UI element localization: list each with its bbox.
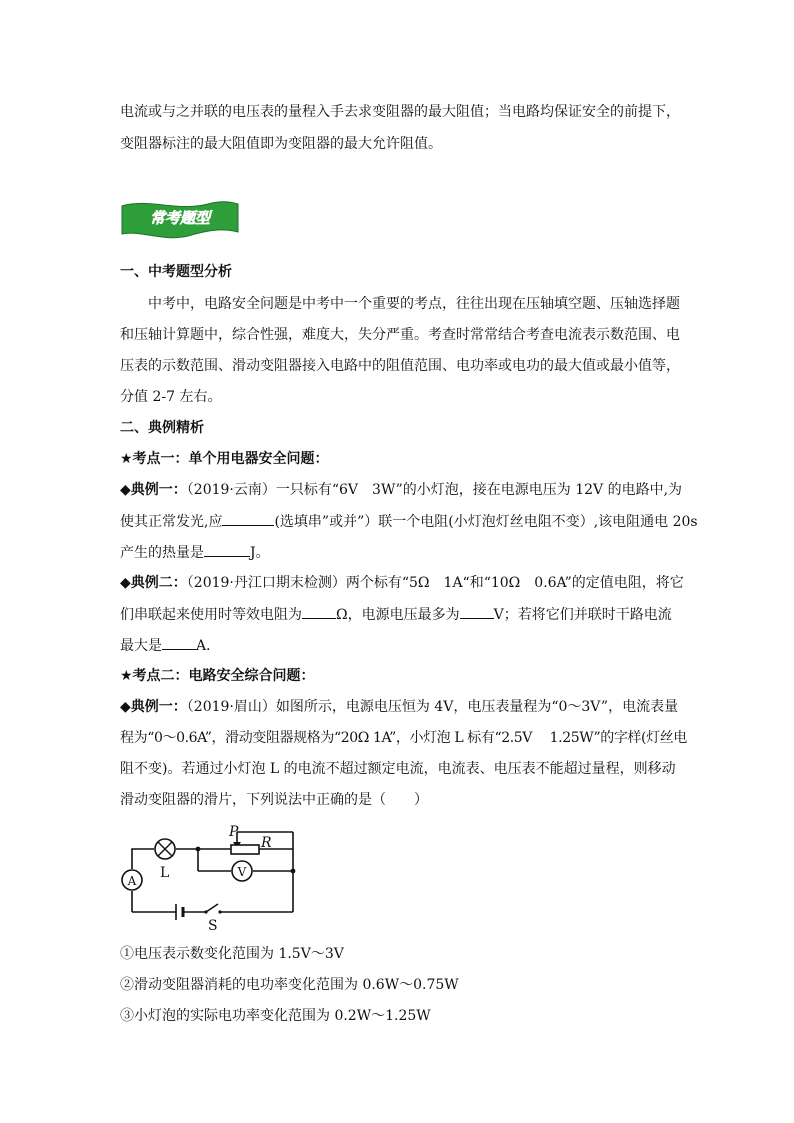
banner-text: 常考题型 xyxy=(149,209,211,227)
junction-dot-right xyxy=(291,869,296,874)
option-3: ③小灯泡的实际电功率变化范围为 0.2W～1.25W xyxy=(120,1008,431,1024)
keypoint-2-heading: ★考点二：电路安全综合问题： xyxy=(120,668,315,684)
intro-line-1: 电流或与之并联的电压表的量程入手去求变阻器的最大阻值；当电路均保证安全的前提下， xyxy=(120,104,680,120)
example-1-text-1: （2019·云南）一只标有“6V 3W”的小灯泡，接在电源电压为 12V 的电路中,为 xyxy=(186,482,683,498)
answer-blank-series-parallel[interactable] xyxy=(222,511,274,526)
junction-dot-left xyxy=(196,847,201,852)
example-1-line-2 xyxy=(120,511,698,532)
example-2-text-2b: Ω，电源电压最多为 xyxy=(336,607,460,623)
example-2-text-3b: A． xyxy=(196,638,221,654)
answer-blank-voltage[interactable] xyxy=(460,604,494,619)
example-3-line-2: 程为“0～0.6A”，滑动变阻器规格为“20Ω 1A”，小灯泡 L 标有“2.5V 1.25W”的字样(灯丝电 xyxy=(120,730,687,746)
example-2-line-2 xyxy=(120,604,680,625)
section2-heading: 二、典例精析 xyxy=(120,420,204,436)
example-1-line-1 xyxy=(120,480,683,500)
label-V: V xyxy=(237,865,247,879)
switch-blade xyxy=(206,904,218,912)
section1-heading: 一、中考题型分析 xyxy=(120,264,232,280)
banner-common-question-types xyxy=(118,196,242,240)
example-1-text-2b: (选填串”或并”）联一个电阻(小灯泡灯丝电阻不变）,该电阻通电 20s xyxy=(274,514,698,530)
example-1-label: ◆典例一： xyxy=(120,482,187,498)
intro-line-2: 变阻器标注的最大阻值即为变阻器的最大允许阻值。 xyxy=(120,136,442,152)
answer-blank-heat[interactable] xyxy=(204,542,250,557)
example-2-line-1 xyxy=(120,573,684,593)
example-3-line-4: 滑动变阻器的滑片，下列说法中正确的是（ ） xyxy=(120,792,428,808)
option-1: ①电压表示数变化范围为 1.5V～3V xyxy=(120,946,344,962)
label-P: P xyxy=(229,824,239,840)
example-3-line-3: 阻不变)。若通过小灯泡 L 的电流不超过额定电流，电流表、电压表不能超过量程，则移动 xyxy=(120,761,676,777)
section1-para-line-2: 和压轴计算题中，综合性强，难度大，失分严重。考查时常常结合考查电流表示数范围、电 xyxy=(120,327,680,343)
example-2-text-2a: 们串联起来使用时等效电阻为 xyxy=(120,607,302,623)
example-1-text-3a: 产生的热量是 xyxy=(120,545,204,561)
option-2: ②滑动变阻器消耗的电功率变化范围为 0.6W～0.75W xyxy=(120,977,459,993)
example-1-text-2a: 使其正常发光,应 xyxy=(120,514,223,530)
example-1-line-3 xyxy=(120,542,680,563)
switch-pivot xyxy=(204,910,207,913)
example-2-text-1: （2019·丹江口期末检测）两个标有“5Ω 1A“和“10Ω 0.6A”的定值电阻，将它 xyxy=(186,575,684,591)
answer-blank-resistance[interactable] xyxy=(302,604,336,619)
label-A: A xyxy=(127,874,137,888)
example-3-text-1: （2019·眉山）如图所示，电源电压恒为 4V，电压表量程为“0～3V”，电流表量 xyxy=(186,699,679,715)
label-R: R xyxy=(261,835,272,851)
example-1-text-3b: J。 xyxy=(250,545,270,561)
example-3-label: ◆典例一： xyxy=(120,699,187,715)
section1-para-line-1: 中考中，电路安全问题是中考中一个重要的考点，往往出现在压轴填空题、压轴选择题 xyxy=(148,296,680,312)
section1-para-line-4: 分值 2-7 左右。 xyxy=(120,389,222,405)
example-3-line-1 xyxy=(120,697,680,717)
section1-para-line-3: 压表的示数范围、滑动变阻器接入电路中的阻值范围、电功率或电功的最大值或最小值等， xyxy=(120,358,680,374)
wire-top-left xyxy=(132,849,154,869)
example-2-text-3a: 最大是 xyxy=(120,638,162,654)
rheostat-body xyxy=(231,845,259,854)
keypoint-1-heading: ★考点一：单个用电器安全问题： xyxy=(120,451,329,467)
label-L: L xyxy=(160,865,170,881)
circuit-diagram xyxy=(120,820,305,932)
answer-blank-current[interactable] xyxy=(162,635,196,650)
example-2-label: ◆典例二： xyxy=(120,575,187,591)
lamp-icon xyxy=(155,839,175,859)
label-S: S xyxy=(208,918,218,932)
example-2-text-2c: V；若将它们并联时干路电流 xyxy=(493,607,672,623)
switch-contact xyxy=(218,910,221,913)
example-2-line-3 xyxy=(120,635,680,656)
